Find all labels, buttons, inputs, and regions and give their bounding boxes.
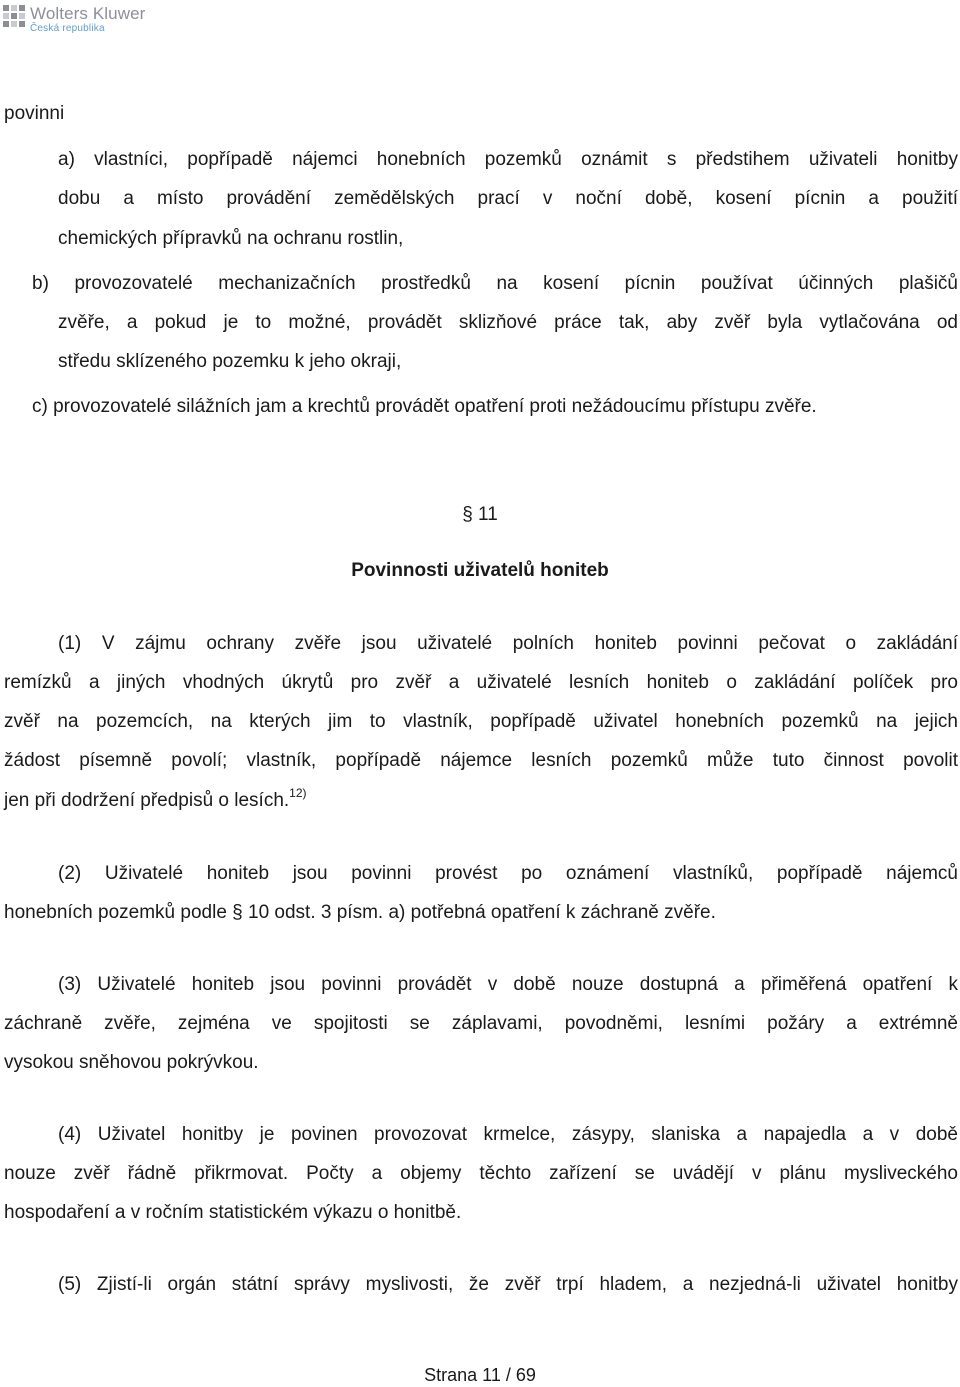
paragraph-4-line-2: nouze zvěř řádně přikrmovat. Počty a objemy těchto zařízení se uvádějí v plánu mysliveckého — [4, 1163, 958, 1184]
list-item-a-end: chemických přípravků na ochranu rostlin, — [58, 228, 404, 249]
logo-text — [30, 4, 145, 34]
paragraph-4: (4) Uživatel honitby je povinen provozovat krmelce, zásypy, slaniska a napajedla a v době — [58, 1124, 958, 1145]
list-item-a-cont: dobu a místo provádění zemědělských prací v noční době, kosení pícnin a použití — [58, 188, 958, 209]
list-item-b: b) provozovatelé mechanizačních prostředků na kosení pícnin používat účinných plašičů — [32, 273, 958, 294]
list-item-b-end: středu sklízeného pozemku k jeho okraji, — [58, 351, 402, 372]
text-line: povinni — [4, 103, 65, 124]
paragraph-1-line-4: žádost písemně povolí; vlastník, popřípadě nájemce lesních pozemků může tuto činnost povolit — [4, 750, 958, 771]
paragraph-3: (3) Uživatelé honiteb jsou povinni provádět v době nouze dostupná a přiměřená opatření k — [58, 974, 958, 995]
list-item-c: c) provozovatelé silážních jam a krechtů provádět opatření proti nežádoucímu přístupu zvěře. — [32, 396, 817, 417]
page-number: Strana 11 / 69 — [424, 1365, 536, 1385]
paragraph-3-line-3: vysokou sněhovou pokrývkou. — [4, 1052, 259, 1073]
paragraph-1-end-text: jen při dodržení předpisů o lesích. — [4, 790, 290, 811]
paragraph-2: (2) Uživatelé honiteb jsou povinni provést po oznámení vlastníků, popřípadě nájemců — [58, 863, 958, 884]
paragraph-1: (1) V zájmu ochrany zvěře jsou uživatelé polních honiteb povinni pečovat o zakládání — [58, 633, 958, 654]
footnote-ref: 12) — [289, 786, 307, 800]
wolters-kluwer-logo-icon — [2, 4, 26, 28]
paragraph-3-line-2: záchraně zvěře, zejména ve spojitosti se záplavami, povodněmi, lesními požáry a extrémně — [4, 1013, 958, 1034]
logo-brand: Wolters Kluwer — [30, 4, 146, 23]
paragraph-4-line-3: hospodaření a v ročním statistickém výkazu o honitbě. — [4, 1202, 462, 1223]
list-item-b-cont: zvěře, a pokud je to možné, provádět sklizňové práce tak, aby zvěř byla vytlačována od — [58, 312, 958, 333]
paragraph-5: (5) Zjistí-li orgán státní správy myslivosti, že zvěř trpí hladem, a nezjedná-li uživatel honitby — [58, 1274, 958, 1295]
list-item-a: a) vlastníci, popřípadě nájemci honebních pozemků oznámit s předstihem uživateli honitby — [58, 149, 958, 170]
section-number: § 11 — [462, 504, 498, 525]
paragraph-1-line-3: zvěř na pozemcích, na kterých jim to vlastník, popřípadě uživatel honebních pozemků na jejich — [4, 711, 958, 732]
logo-sub: Česká republika — [30, 23, 105, 34]
publisher-logo — [2, 4, 145, 36]
paragraph-2-line-2: honebních pozemků podle § 10 odst. 3 písm. a) potřebná opatření k záchraně zvěře. — [4, 902, 716, 923]
paragraph-1-line-5 — [4, 786, 307, 813]
paragraph-1-line-2: remízků a jiných vhodných úkrytů pro zvěř a uživatelé lesních honiteb o zakládání políček pro — [4, 672, 958, 693]
section-title: Povinnosti uživatelů honiteb — [351, 560, 609, 581]
